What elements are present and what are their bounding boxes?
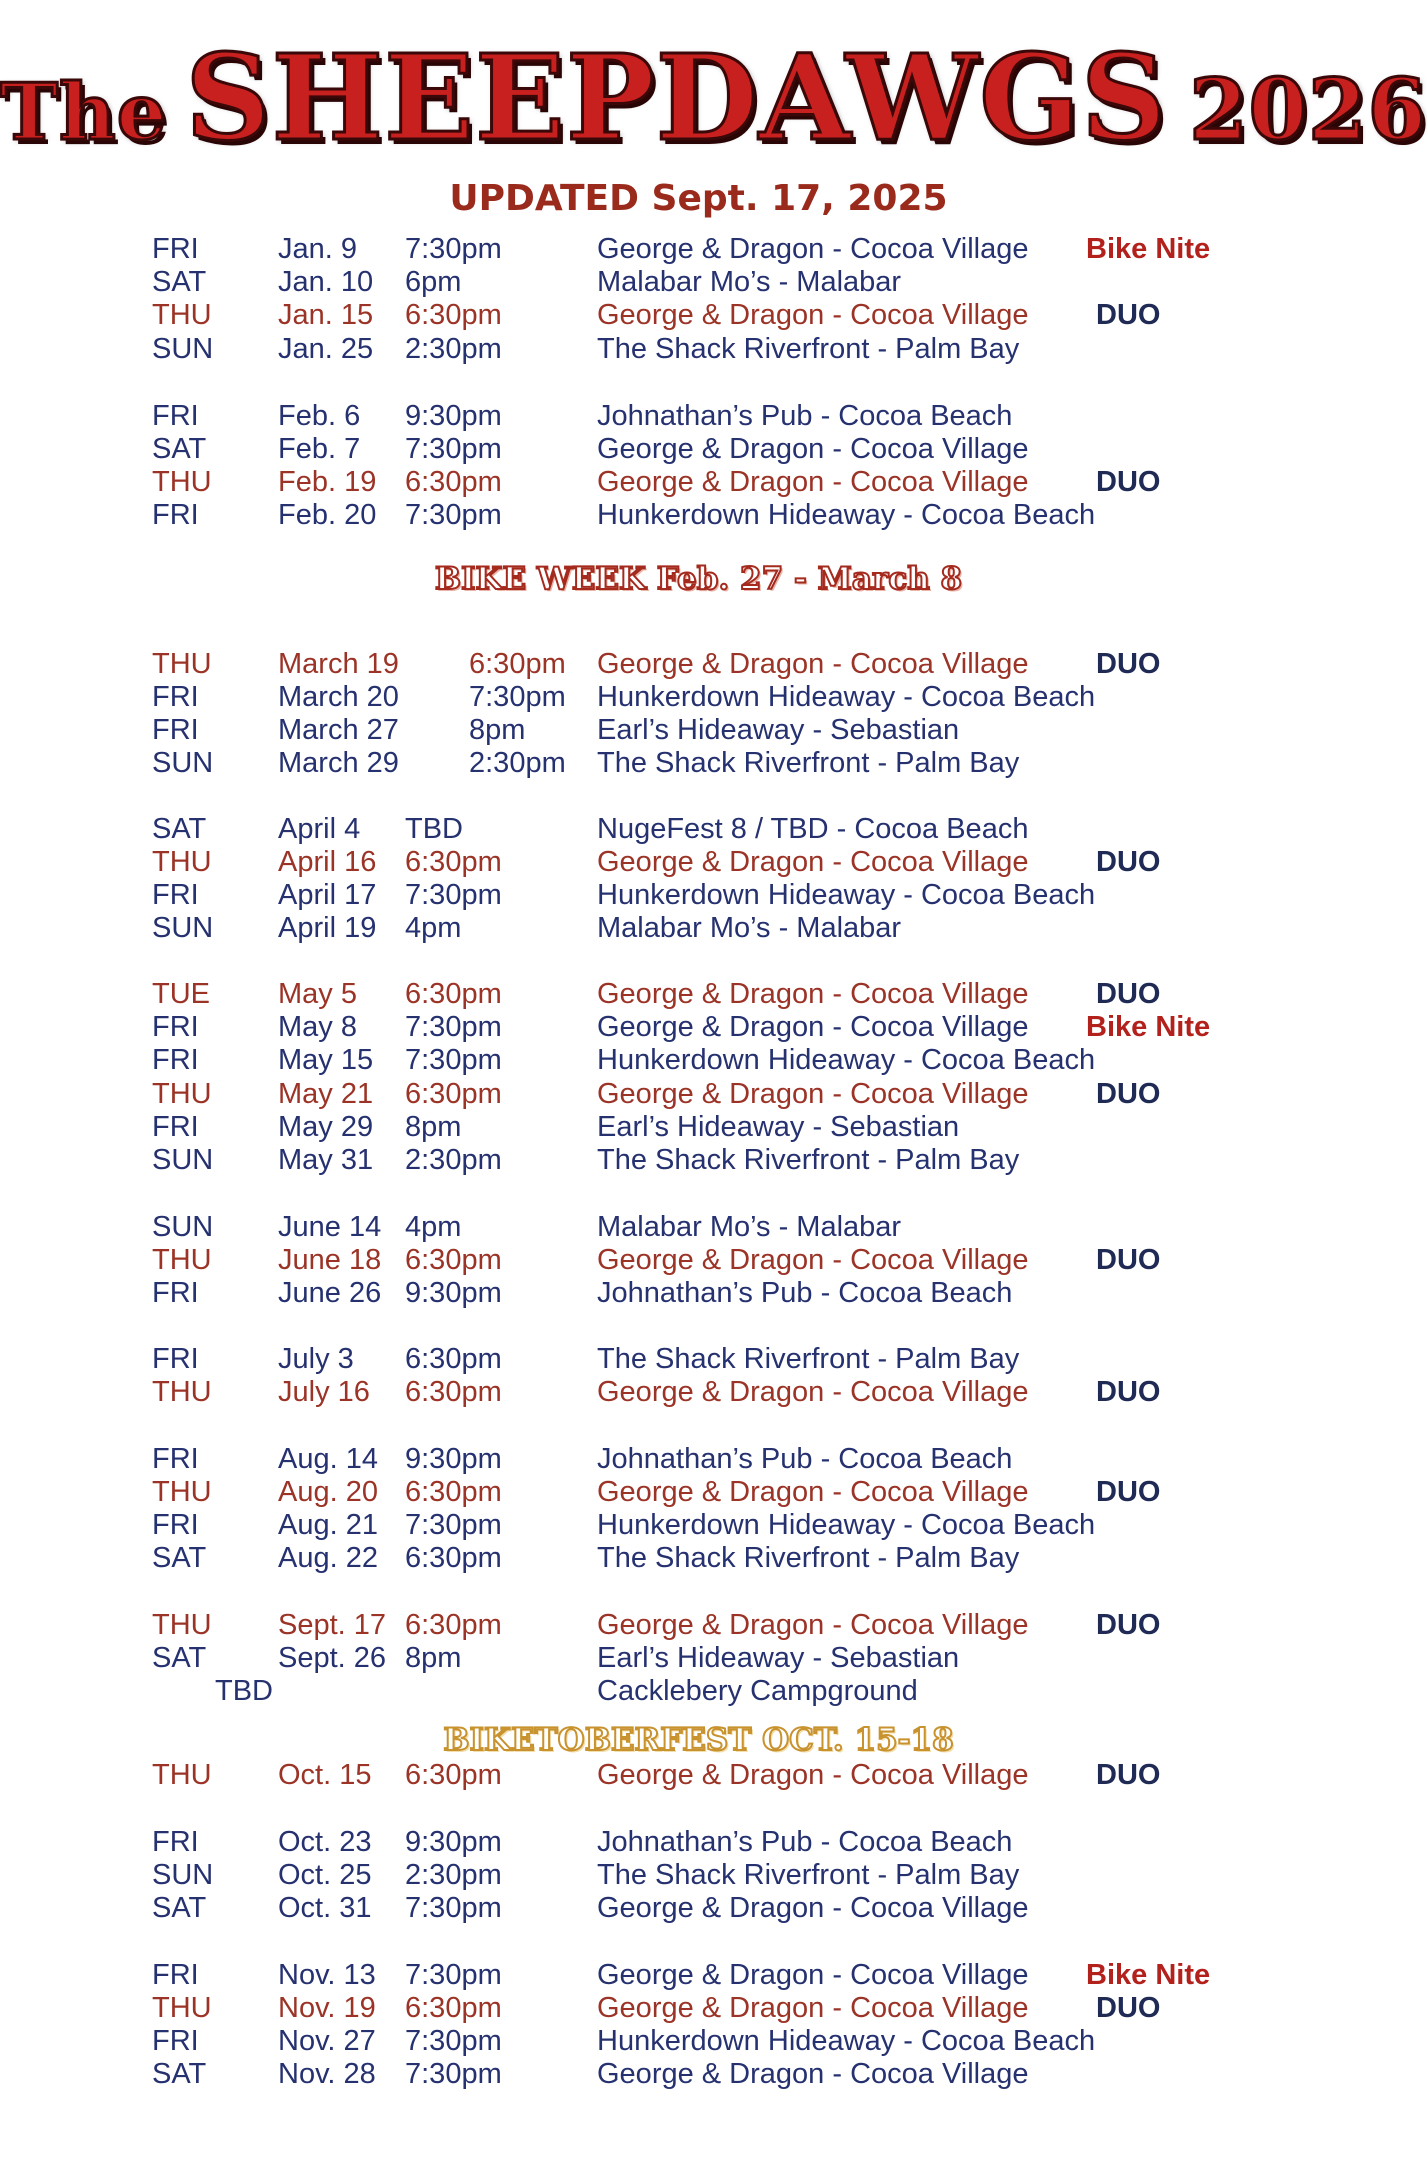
duo-tag: DUO	[1096, 1476, 1161, 1508]
show-row	[0, 1244, 1397, 1277]
show-row	[0, 648, 1397, 681]
show-date: May 21	[278, 1078, 374, 1110]
show-date: June 18	[278, 1244, 382, 1276]
show-venue: George & Dragon - Cocoa Village	[597, 1476, 1029, 1508]
show-date: July 16	[278, 1376, 370, 1408]
show-venue: NugeFest 8 / TBD - Cocoa Beach	[597, 813, 1029, 845]
show-venue: The Shack Riverfront - Palm Bay	[597, 1859, 1020, 1891]
show-venue: George & Dragon - Cocoa Village	[597, 433, 1029, 465]
show-day: SUN	[152, 1211, 214, 1243]
show-row	[0, 1542, 1397, 1575]
show-day: TUE	[152, 978, 210, 1010]
duo-tag: DUO	[1096, 1609, 1161, 1641]
show-time: 9:30pm	[405, 1826, 502, 1858]
show-venue: The Shack Riverfront - Palm Bay	[597, 1542, 1020, 1574]
show-row	[0, 681, 1397, 714]
show-row	[0, 1343, 1397, 1376]
duo-tag: DUO	[1096, 978, 1161, 1010]
show-day: SUN	[152, 333, 214, 365]
show-date: Oct. 15	[278, 1759, 372, 1791]
duo-tag: DUO	[1096, 1992, 1161, 2024]
bike-nite-tag: Bike Nite	[1086, 1959, 1211, 1991]
show-row	[0, 747, 1397, 780]
show-venue: Hunkerdown Hideaway - Cocoa Beach	[597, 1509, 1096, 1541]
duo-tag: DUO	[1096, 846, 1161, 878]
show-time: 7:30pm	[405, 1892, 502, 1924]
show-day: FRI	[152, 400, 199, 432]
show-venue: George & Dragon - Cocoa Village	[597, 1244, 1029, 1276]
show-date: May 29	[278, 1111, 374, 1143]
show-venue: George & Dragon - Cocoa Village	[597, 1959, 1029, 1991]
show-time: 6:30pm	[405, 1542, 502, 1574]
show-venue: Earl’s Hideaway - Sebastian	[597, 714, 960, 746]
show-day: FRI	[152, 1509, 199, 1541]
show-venue: George & Dragon - Cocoa Village	[597, 978, 1029, 1010]
show-date: Jan. 25	[278, 333, 374, 365]
show-venue: George & Dragon - Cocoa Village	[597, 1892, 1029, 1924]
show-venue: Johnathan’s Pub - Cocoa Beach	[597, 1277, 1013, 1309]
show-day: THU	[152, 846, 212, 878]
show-day: FRI	[152, 1044, 199, 1076]
poster-title	[0, 28, 1427, 167]
show-time: 7:30pm	[405, 499, 502, 531]
show-venue: Hunkerdown Hideaway - Cocoa Beach	[597, 1044, 1096, 1076]
show-date: Jan. 9	[278, 233, 357, 265]
show-venue: George & Dragon - Cocoa Village	[597, 1376, 1029, 1408]
show-date: May 5	[278, 978, 357, 1010]
show-time: 9:30pm	[405, 400, 502, 432]
show-row	[0, 1476, 1397, 1509]
show-row	[0, 1826, 1397, 1859]
show-time: 7:30pm	[405, 1959, 502, 1991]
show-time: 6:30pm	[405, 1376, 502, 1408]
show-row	[0, 1859, 1397, 1892]
duo-tag: DUO	[1096, 299, 1161, 331]
show-row	[0, 2025, 1397, 2058]
show-date: Aug. 14	[278, 1443, 378, 1475]
duo-tag: DUO	[1096, 648, 1161, 680]
show-date: Sept. 17	[278, 1609, 387, 1641]
show-time: 7:30pm	[405, 879, 502, 911]
show-date: Aug. 20	[278, 1476, 378, 1508]
show-time: 4pm	[405, 1211, 462, 1243]
show-row	[0, 1759, 1397, 1792]
show-date: Nov. 27	[278, 2025, 376, 2057]
show-venue: The Shack Riverfront - Palm Bay	[597, 1343, 1020, 1375]
show-date: April 17	[278, 879, 377, 911]
show-venue: George & Dragon - Cocoa Village	[597, 1609, 1029, 1641]
duo-tag: DUO	[1096, 466, 1161, 498]
show-row	[0, 846, 1397, 879]
show-row	[0, 1277, 1397, 1310]
show-day: FRI	[152, 714, 199, 746]
show-date: April 16	[278, 846, 377, 878]
show-venue: George & Dragon - Cocoa Village	[597, 233, 1029, 265]
title-band-name: SHEEPDAWGS	[185, 28, 1168, 167]
show-day: FRI	[152, 499, 199, 531]
show-venue: George & Dragon - Cocoa Village	[597, 466, 1029, 498]
show-day: THU	[152, 466, 212, 498]
show-time: 6:30pm	[405, 1244, 502, 1276]
show-venue: Hunkerdown Hideaway - Cocoa Beach	[597, 879, 1096, 911]
show-date: May 31	[278, 1144, 374, 1176]
show-venue: The Shack Riverfront - Palm Bay	[597, 333, 1020, 365]
show-day: FRI	[152, 879, 199, 911]
show-row	[0, 714, 1397, 747]
show-time: 2:30pm	[405, 1859, 502, 1891]
show-time: 7:30pm	[469, 681, 566, 713]
show-date: June 14	[278, 1211, 382, 1243]
show-time: 6:30pm	[405, 299, 502, 331]
show-day: FRI	[152, 1959, 199, 1991]
show-date: Oct. 23	[278, 1826, 372, 1858]
show-date: May 15	[278, 1044, 374, 1076]
show-day: FRI	[152, 233, 199, 265]
show-day: FRI	[152, 1343, 199, 1375]
show-day: SUN	[152, 747, 214, 779]
show-venue: George & Dragon - Cocoa Village	[597, 846, 1029, 878]
show-date: Aug. 21	[278, 1509, 378, 1541]
show-row	[0, 1111, 1397, 1144]
show-time: 7:30pm	[405, 1044, 502, 1076]
show-venue: Earl’s Hideaway - Sebastian	[597, 1642, 960, 1674]
show-date: March 19	[278, 648, 399, 680]
show-date: Oct. 25	[278, 1859, 372, 1891]
show-date: Oct. 31	[278, 1892, 372, 1924]
show-day: FRI	[152, 2025, 199, 2057]
show-row	[0, 1011, 1397, 1044]
show-time: TBD	[405, 813, 463, 845]
show-row	[0, 1959, 1397, 1992]
show-row	[0, 466, 1397, 499]
show-date: March 20	[278, 681, 399, 713]
show-day: SAT	[152, 433, 207, 465]
show-time: 8pm	[405, 1111, 462, 1143]
bike-week-banner: BIKE WEEK Feb. 27 - March 8	[434, 561, 963, 597]
show-row	[0, 1078, 1397, 1111]
show-date: Nov. 19	[278, 1992, 376, 2024]
show-day: THU	[152, 1376, 212, 1408]
show-venue: Earl’s Hideaway - Sebastian	[597, 1111, 960, 1143]
show-date: Feb. 20	[278, 499, 377, 531]
show-venue: Johnathan’s Pub - Cocoa Beach	[597, 1826, 1013, 1858]
show-date: Sept. 26	[278, 1642, 387, 1674]
show-row	[0, 813, 1397, 846]
show-row	[0, 1376, 1397, 1409]
show-venue: George & Dragon - Cocoa Village	[597, 1011, 1029, 1043]
updated-date: UPDATED Sept. 17, 2025	[449, 178, 948, 219]
show-row	[0, 912, 1397, 945]
show-venue: George & Dragon - Cocoa Village	[597, 299, 1029, 331]
show-day: THU	[152, 1609, 212, 1641]
show-row	[0, 1211, 1397, 1244]
show-day: THU	[152, 1759, 212, 1791]
show-row	[0, 1609, 1397, 1642]
show-venue: The Shack Riverfront - Palm Bay	[597, 747, 1020, 779]
show-day: THU	[152, 1992, 212, 2024]
show-time: 6pm	[405, 266, 462, 298]
show-venue: George & Dragon - Cocoa Village	[597, 648, 1029, 680]
show-row	[0, 333, 1397, 366]
show-date: Jan. 15	[278, 299, 374, 331]
show-day: THU	[152, 299, 212, 331]
show-row	[0, 299, 1397, 332]
show-day: SAT	[152, 1542, 207, 1574]
show-row	[0, 233, 1397, 266]
show-date: Feb. 19	[278, 466, 377, 498]
show-row	[0, 1144, 1397, 1177]
show-row	[0, 978, 1397, 1011]
title-year: 2026	[1189, 60, 1427, 159]
show-row	[0, 879, 1397, 912]
show-date: Nov. 13	[278, 1959, 376, 1991]
show-venue: Cacklebery Campground	[597, 1675, 918, 1707]
show-time: 6:30pm	[469, 648, 566, 680]
show-date: Jan. 10	[278, 266, 374, 298]
show-row	[0, 1443, 1397, 1476]
show-row	[0, 266, 1397, 299]
show-day: THU	[152, 1244, 212, 1276]
show-venue: The Shack Riverfront - Palm Bay	[597, 1144, 1020, 1176]
show-day: FRI	[152, 681, 199, 713]
show-day: SAT	[152, 2058, 207, 2090]
duo-tag: DUO	[1096, 1078, 1161, 1110]
show-row	[0, 1642, 1397, 1675]
show-time: 7:30pm	[405, 2025, 502, 2057]
show-venue: Johnathan’s Pub - Cocoa Beach	[597, 1443, 1013, 1475]
show-date: June 26	[278, 1277, 382, 1309]
bike-nite-tag: Bike Nite	[1086, 233, 1211, 265]
show-day: SAT	[152, 1892, 207, 1924]
show-time: 9:30pm	[405, 1443, 502, 1475]
show-time: 2:30pm	[469, 747, 566, 779]
show-time: 7:30pm	[405, 433, 502, 465]
show-day: FRI	[152, 1443, 199, 1475]
show-time: 2:30pm	[405, 333, 502, 365]
show-date: Feb. 7	[278, 433, 361, 465]
show-day: FRI	[152, 1826, 199, 1858]
duo-tag: DUO	[1096, 1376, 1161, 1408]
show-row	[0, 1509, 1397, 1542]
show-time: 6:30pm	[405, 1992, 502, 2024]
show-time: 2:30pm	[405, 1144, 502, 1176]
show-time: 7:30pm	[405, 233, 502, 265]
show-day: SUN	[152, 1144, 214, 1176]
show-time: 4pm	[405, 912, 462, 944]
show-time: 6:30pm	[405, 1609, 502, 1641]
show-time: 7:30pm	[405, 1509, 502, 1541]
show-day: SUN	[152, 912, 214, 944]
show-row	[0, 1892, 1397, 1925]
show-day: THU	[152, 648, 212, 680]
show-time: 6:30pm	[405, 1078, 502, 1110]
show-time: 7:30pm	[405, 2058, 502, 2090]
show-date: March 27	[278, 714, 399, 746]
bike-nite-tag: Bike Nite	[1086, 1011, 1211, 1043]
show-day: SUN	[152, 1859, 214, 1891]
show-date: March 29	[278, 747, 399, 779]
show-date: Nov. 28	[278, 2058, 376, 2090]
show-venue: Malabar Mo’s - Malabar	[597, 912, 902, 944]
show-date: Feb. 6	[278, 400, 361, 432]
show-date: May 8	[278, 1011, 357, 1043]
show-time: 6:30pm	[405, 466, 502, 498]
show-day: FRI	[152, 1111, 199, 1143]
show-row	[0, 1675, 1397, 1708]
show-row	[0, 499, 1397, 532]
show-date: April 19	[278, 912, 377, 944]
show-date: July 3	[278, 1343, 354, 1375]
biketoberfest-banner: BIKETOBERFEST OCT. 15-18	[443, 1722, 954, 1758]
duo-tag: DUO	[1096, 1244, 1161, 1276]
show-day: SAT	[152, 266, 207, 298]
show-venue: Hunkerdown Hideaway - Cocoa Beach	[597, 499, 1096, 531]
show-venue: Malabar Mo’s - Malabar	[597, 266, 902, 298]
show-time: 6:30pm	[405, 1476, 502, 1508]
show-venue: Johnathan’s Pub - Cocoa Beach	[597, 400, 1013, 432]
show-venue: Hunkerdown Hideaway - Cocoa Beach	[597, 2025, 1096, 2057]
show-day: FRI	[152, 1011, 199, 1043]
title-the: The	[0, 67, 168, 158]
show-row	[0, 400, 1397, 433]
show-row	[0, 1992, 1397, 2025]
show-day: THU	[152, 1476, 212, 1508]
show-day: THU	[152, 1078, 212, 1110]
show-venue: George & Dragon - Cocoa Village	[597, 2058, 1029, 2090]
show-time: 6:30pm	[405, 1343, 502, 1375]
show-time: 7:30pm	[405, 1011, 502, 1043]
show-venue: George & Dragon - Cocoa Village	[597, 1992, 1029, 2024]
show-row	[0, 1044, 1397, 1077]
show-venue: George & Dragon - Cocoa Village	[597, 1078, 1029, 1110]
show-time: 6:30pm	[405, 846, 502, 878]
show-time: 9:30pm	[405, 1277, 502, 1309]
show-day: SAT	[152, 813, 207, 845]
show-time: 8pm	[469, 714, 526, 746]
show-row	[0, 2058, 1397, 2091]
show-date: April 4	[278, 813, 361, 845]
show-time: 6:30pm	[405, 978, 502, 1010]
duo-tag: DUO	[1096, 1759, 1161, 1791]
show-venue: Hunkerdown Hideaway - Cocoa Beach	[597, 681, 1096, 713]
show-time: 8pm	[405, 1642, 462, 1674]
show-day: SAT	[152, 1642, 207, 1674]
show-date: TBD	[215, 1675, 273, 1707]
show-date: Aug. 22	[278, 1542, 378, 1574]
show-venue: Malabar Mo’s - Malabar	[597, 1211, 902, 1243]
show-row	[0, 433, 1397, 466]
show-time: 6:30pm	[405, 1759, 502, 1791]
show-venue: George & Dragon - Cocoa Village	[597, 1759, 1029, 1791]
show-day: FRI	[152, 1277, 199, 1309]
